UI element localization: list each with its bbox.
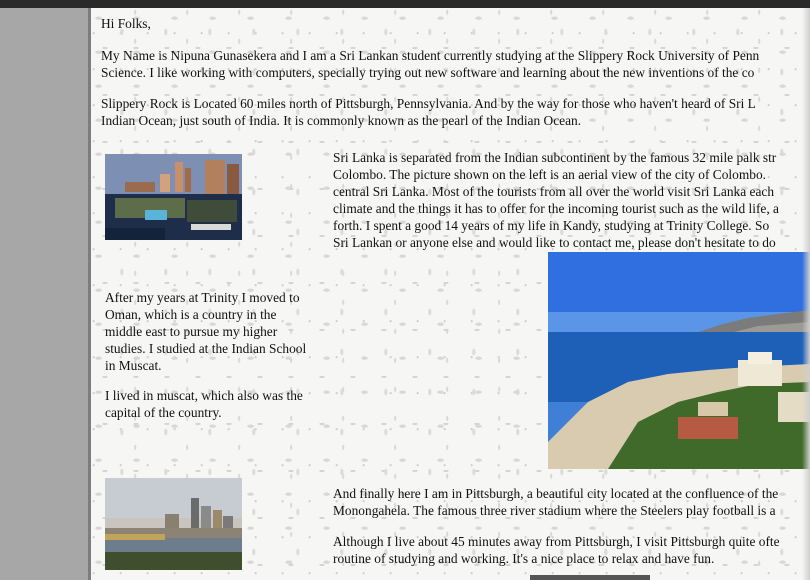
location-line-1: Slippery Rock is Located 60 miles north of Pittsburgh, Pennsylvania. And by the way for those who haven't heard of Sri L <box>101 96 756 111</box>
pittsburgh-line-3: Although I live about 45 minutes away from Pittsburgh, I visit Pittsburgh quite ofte <box>333 534 780 549</box>
srilanka-line-5: forth. I spent a good 14 years of my life in Kandy, studying at Trinity College. So <box>333 218 770 233</box>
muscat-coast-image <box>548 252 810 469</box>
pittsburgh-line-1: And finally here I am in Pittsburgh, a beautiful city located at the confluence of the <box>333 486 779 501</box>
srilanka-line-6: Sri Lankan or anyone else and would like to contact me, please don't hesitate to do <box>333 235 776 250</box>
oman-line-4: studies. I studied at the Indian School <box>105 341 307 356</box>
srilanka-line-1: Sri Lanka is separated from the Indian subcontinent by the famous 32 mile palk str <box>333 150 777 165</box>
oman-line-6: I lived in muscat, which also was the <box>105 388 303 403</box>
browser-top-bar <box>0 0 810 8</box>
greeting-text: Hi Folks, <box>101 16 151 31</box>
location-line-2: Indian Ocean, just south of India. It is commonly known as the pearl of the Indian Ocean. <box>101 113 582 128</box>
pittsburgh-line-4: routine of studying and working. It's a nice place to relax and have fun. <box>333 551 715 566</box>
oman-line-7: capital of the country. <box>105 405 222 420</box>
oman-line-3: middle east to pursue my higher <box>105 324 278 339</box>
oman-line-5: in Muscat. <box>105 358 162 373</box>
left-margin-panel <box>0 8 88 580</box>
oman-line-1: After my years at Trinity I moved to <box>105 290 300 305</box>
srilanka-line-4: climate and the things it has to offer for the incoming tourist such as the wild life, a <box>333 201 780 216</box>
bottom-edge-strip <box>530 575 650 580</box>
page-content <box>91 8 810 580</box>
srilanka-line-2: Colombo. The picture shown on the left is an aerial view of the city of Colombo. <box>333 167 766 182</box>
pittsburgh-image <box>105 478 242 570</box>
intro-line-2: Science. I like working with computers, specially trying out new software and learning about the new inventions of the co <box>101 65 755 80</box>
colombo-aerial-image <box>105 154 242 240</box>
intro-line-1: My Name is Nipuna Gunasekera and I am a Sri Lankan student currently studying at the Slippery Rock University of Penn <box>101 48 760 63</box>
right-edge-shadow <box>802 8 810 580</box>
oman-line-2: Oman, which is a country in the <box>105 307 277 322</box>
pittsburgh-line-2: Monongahela. The famous three river stadium where the Steelers play football is a <box>333 503 776 518</box>
srilanka-line-3: central Sri Lanka. Most of the tourists from all over the world visit Sri Lanka each <box>333 184 775 199</box>
